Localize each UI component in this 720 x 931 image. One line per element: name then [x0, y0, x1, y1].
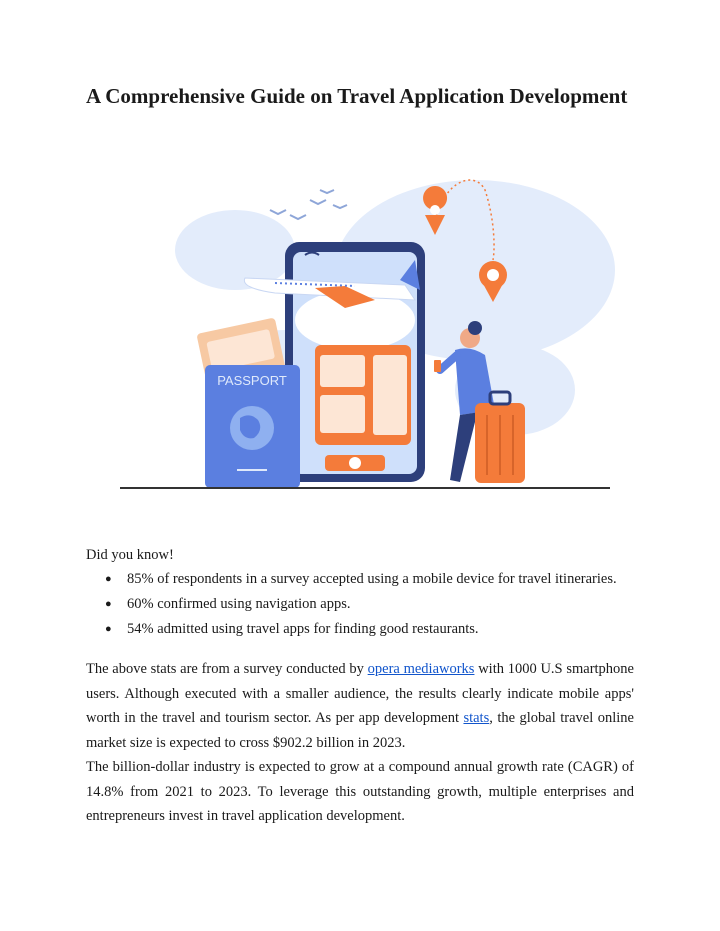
- travel-app-illustration: [115, 160, 615, 500]
- passport-label: PASSPORT: [217, 373, 287, 388]
- intro-text: Did you know!: [86, 547, 174, 563]
- birds-icon: [270, 190, 347, 219]
- stats-bullet-list: [86, 567, 617, 642]
- paragraph-text: , the global travel online market size is expected to cross $902.2 billion in 2023.: [86, 710, 634, 751]
- list-item: [86, 592, 617, 617]
- bullet-text: 60% confirmed using navigation apps.: [127, 596, 351, 612]
- bullet-text: 85% of respondents in a survey accepted using a mobile device for travel itineraries.: [127, 571, 617, 587]
- page-title: A Comprehensive Guide on Travel Application Development: [86, 84, 628, 108]
- paragraph-text: The above stats are from a survey conducted by: [86, 661, 368, 677]
- list-item: [86, 567, 617, 592]
- opera-mediaworks-link[interactable]: opera mediaworks: [367, 661, 475, 677]
- paragraph-growth: The billion-dollar industry is expected to grow at a compound annual growth rate (CAGR) of 14.8% from 2021 to 2023. To leverage this outstanding growth, multiple enterprises and entrepreneurs invest in travel application development.: [86, 759, 634, 824]
- bullet-icon: ●: [105, 598, 112, 610]
- bullet-icon: ●: [105, 623, 112, 635]
- paragraph-survey: [86, 657, 634, 755]
- passport-illustration: [205, 365, 300, 488]
- bullet-icon: ●: [105, 573, 112, 585]
- list-item: [86, 617, 617, 642]
- bullet-text: 54% admitted using travel apps for finding good restaurants.: [127, 621, 479, 637]
- paragraph-text: with 1000 U.S smartphone users. Although executed with a smaller audience, the results clearly indicate mobile apps' worth in the travel and tourism sector. As per app development: [86, 661, 634, 726]
- stats-link[interactable]: stats: [463, 710, 490, 726]
- suitcase-illustration: [475, 392, 525, 483]
